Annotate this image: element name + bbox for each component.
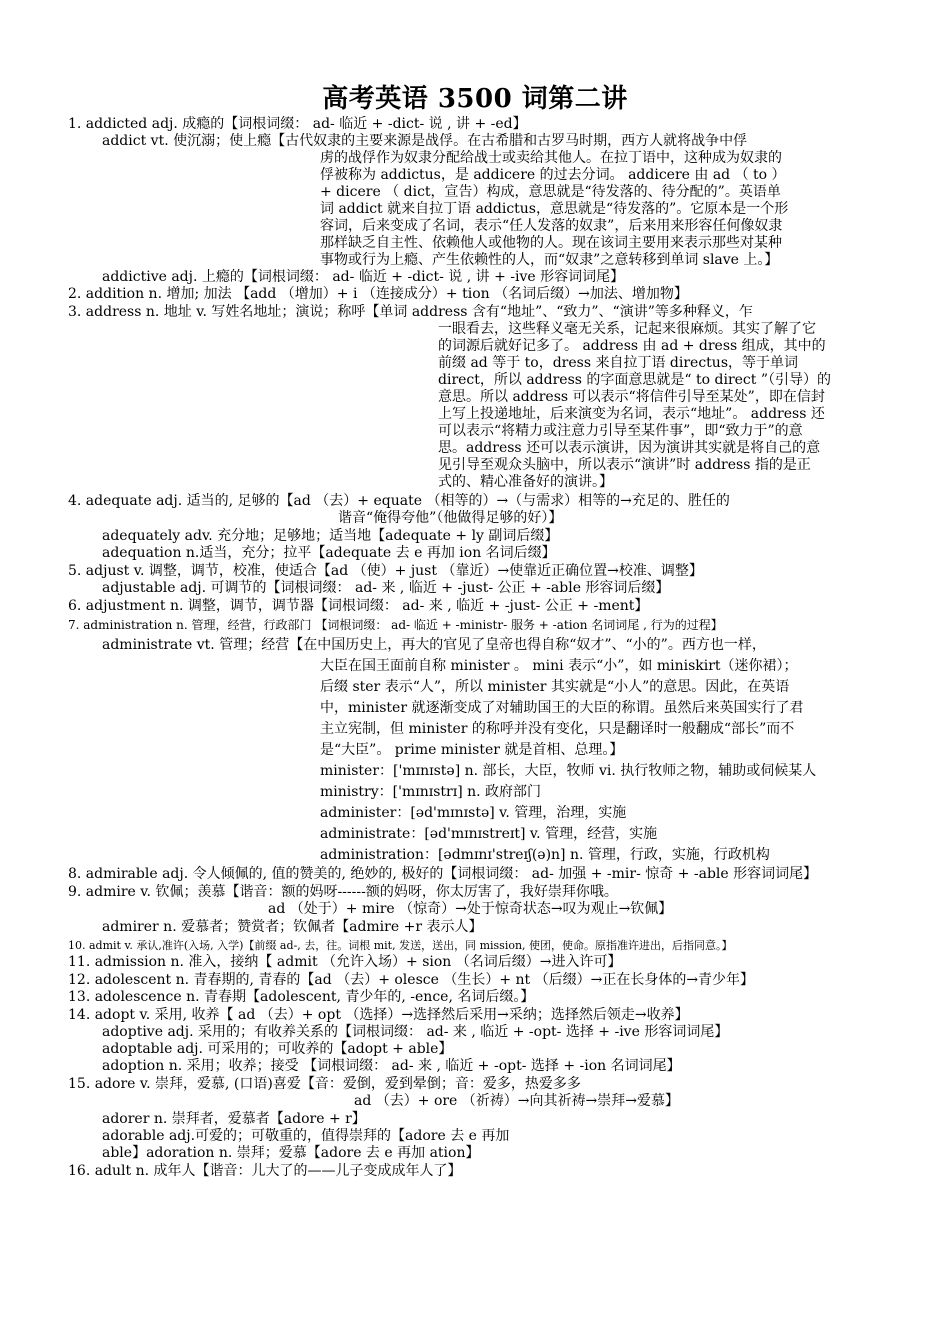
text-line-l07: 容词，后来变成了名词，表示“任人发落的奴隶”，后来用来形容任何像奴隶	[320, 218, 783, 234]
text-line-l06: 词 addict 就来自拉丁语 addictus，意思就是“待发落的”。它原本是一个形	[320, 201, 789, 217]
text-line-l24: 谐音“俺得夸他”（他做得足够的好）】	[338, 510, 563, 526]
text-line-l25: adequately adv. 充分地；足够地；适当地【adequate + ly 副词后缀】	[102, 528, 559, 544]
text-line-l38: ministry：['mɪnɪstrɪ] n. 政府部门	[320, 784, 542, 800]
text-line-l32: 大臣在国王面前自称 minister 。 mini 表示“小”，如 miniskirt（迷你裙）；	[320, 658, 798, 674]
text-line-l37: minister：['mɪnɪstə] n. 部长，大臣，牧师 vi. 执行牧师之物，辅助或伺候某人	[320, 763, 817, 779]
text-line-l13: 一眼看去，这些释义毫无关系，记起来很麻烦。其实了解了它	[438, 321, 816, 337]
text-line-l53: adoption n. 采用；收养；接受 【词根词缀： ad- 来 , 临近 + -opt- 选择 + -ion 名词词尾】	[102, 1058, 681, 1074]
text-line-l42: 8. admirable adj. 令人倾佩的, 值的赞美的, 绝妙的, 极好的【词根词缀： ad- 加强 + -mir- 惊奇 + -able 形容词词尾】	[68, 866, 818, 882]
text-line-l21: 见引导至观众头脑中，所以表示“演讲”时 address 指的是正	[438, 457, 811, 473]
text-line-l10: addictive adj. 上瘾的【词根词缀： ad- 临近 + -dict- 说 , 讲 + -ive 形容词词尾】	[102, 269, 625, 285]
text-line-l15: 前缀 ad 等于 to，dress 来自拉丁语 directus，等于单词	[438, 355, 799, 371]
text-line-l22: 式的、精心准备好的演讲。】	[438, 474, 613, 490]
text-line-l43: 9. admire v. 钦佩；羡慕【谐音：额的妈呀------额的妈呀，你太厉害了，我好崇拜你哦。	[68, 884, 618, 900]
text-line-l56: adorer n. 崇拜者，爱慕者【adore + r】	[102, 1111, 366, 1127]
text-line-l19: 可以表示“将精力或注意力引导至某件事”，即“致力于”的意	[438, 423, 803, 439]
text-line-l31: administrate vt. 管理；经营【在中国历史上，再大的官见了皇帝也得自称“奴才”、“小的”。西方也一样，	[102, 637, 766, 653]
text-line-l01: 1. addicted adj. 成瘾的【词根词缀： ad- 临近 + -dict- 说 , 讲 + -ed】	[68, 116, 527, 132]
text-line-l23: 4. adequate adj. 适当的, 足够的【ad （去）+ equate （相等的）→（与需求）相等的→充足的、胜任的	[68, 493, 730, 509]
text-line-l34: 中，minister 就逐渐变成了对辅助国王的大臣的称谓。虽然后来英国实行了君	[320, 700, 804, 716]
page-title: 高考英语 3500 词第二讲	[322, 84, 628, 114]
text-line-l48: 12. adolescent n. 青春期的, 青春的【ad （去）+ olesce （生长）+ nt （后缀）→正在长身体的→青少年】	[68, 972, 755, 988]
text-line-l02: addict vt. 使沉溺；使上瘾【古代奴隶的主要来源是战俘。在古希腊和古罗马时期，西方人就将战争中俘	[102, 133, 748, 149]
text-line-l59: 16. adult n. 成年人【谐音：儿大了的——儿子变成成年人了】	[68, 1163, 462, 1179]
text-line-l36: 是“大臣”。 prime minister 就是首相、总理。】	[320, 742, 624, 758]
text-line-l30: 7. administration n. 管理，经营，行政部门 【词根词缀： ad- 临近 + -ministr- 服务 + -ation 名词词尾 , 行为的过程】	[68, 618, 723, 632]
text-line-l39: administer：[əd'mɪnɪstə] v. 管理，治理，实施	[320, 805, 627, 821]
text-line-l47: 11. admission n. 准入，接纳【 admit （允许入场）+ sion （名词后缀）→进入许可】	[68, 954, 622, 970]
text-line-l09: 事物或行为上瘾、产生依赖性的人，而“奴隶”之意转移到单词 slave 上。】	[320, 252, 779, 268]
text-line-l12: 3. address n. 地址 v. 写姓名地址；演说；称呼【单词 address 含有“地址”、“致力”、“演讲”等多种释义，乍	[68, 304, 753, 320]
text-line-l03: 虏的战俘作为奴隶分配给战士或卖给其他人。在拉丁语中，这种成为奴隶的	[320, 150, 782, 166]
text-line-l17: 意思。所以 address 可以表示“将信件引导至某处”，即在信封	[438, 389, 825, 405]
text-line-l14: 的词源后就好记多了。 address 由 ad + dress 组成，其中的	[438, 338, 826, 354]
text-line-l20: 思。address 还可以表示演讲，因为演讲其实就是将自己的意	[438, 440, 821, 456]
text-line-l05: + dicere （ dict，宣告）构成，意思就是“待发落的、待分配的”。英语单	[320, 184, 781, 200]
text-line-l58: able】adoration n. 崇拜；爱慕【adore 去 e 再加 ation】	[102, 1145, 480, 1161]
text-line-l11: 2. addition n. 增加; 加法 【add （增加）+ i （连接成分）+ tion （名词后缀）→加法、增加物】	[68, 286, 688, 302]
text-line-l44: ad （处于）+ mire （惊奇）→处于惊奇状态→叹为观止→钦佩】	[268, 901, 673, 917]
text-line-l46: 10. admit v. 承认,准许(入场, 入学)【前缀 ad-, 去，往。词根 mit, 发送，送出，同 mission, 使团，使命。原指准许进出，后指同意。】	[68, 939, 733, 952]
text-line-l28: adjustable adj. 可调节的【词根词缀： ad- 来 , 临近 + -just- 公正 + -able 形容词后缀】	[102, 580, 670, 596]
text-line-l41: administration：[ədmɪnɪ'streɪʃ(ə)n] n. 管理，行政，实施，行政机构	[320, 847, 770, 863]
text-line-l35: 主立宪制，但 minister 的称呼并没有变化，只是翻译时一般翻成“部长”而不	[320, 721, 795, 737]
text-line-l51: adoptive adj. 采用的；有收养关系的【词根词缀： ad- 来 , 临近 + -opt- 选择 + -ive 形容词词尾】	[102, 1024, 729, 1040]
text-line-l18: 上写上投递地址，后来演变为名词，表示“地址”。 address 还	[438, 406, 825, 422]
text-line-l33: 后缀 ster 表示“人”，所以 minister 其实就是“小人”的意思。因此，在英语	[320, 679, 790, 695]
text-line-l52: adoptable adj. 可采用的；可收养的【adopt + able】	[102, 1041, 453, 1057]
text-line-l27: 5. adjust v. 调整，调节，校准，使适合【ad （使）+ just （靠近）→使靠近正确位置→校准、调整】	[68, 563, 703, 579]
text-line-l45: admirer n. 爱慕者；赞赏者；钦佩者【admire +r 表示人】	[102, 919, 483, 935]
text-line-l54: 15. adore v. 崇拜，爱慕, (口语)喜爱【音：爱倒，爱到晕倒；音：爱多，热爱多多	[68, 1076, 581, 1092]
text-line-l57: adorable adj.可爱的；可敬重的，值得崇拜的【adore 去 e 再加	[102, 1128, 510, 1144]
text-line-l55: ad （去）+ ore （祈祷）→向其祈祷→崇拜→爱慕】	[354, 1093, 679, 1109]
text-line-l04: 俘被称为 addictus，是 addicere 的过去分词。 addicere 由 ad （ to ）	[320, 167, 786, 183]
text-line-l49: 13. adolescence n. 青春期【adolescent, 青少年的, -ence, 名词后缀。】	[68, 989, 535, 1005]
text-line-l26: adequation n.适当，充分；拉平【adequate 去 e 再加 ion 名词后缀】	[102, 545, 556, 561]
text-line-l29: 6. adjustment n. 调整，调节，调节器【词根词缀： ad- 来 , 临近 + -just- 公正 + -ment】	[68, 598, 649, 614]
text-line-l16: direct，所以 address 的字面意思就是“ to direct ”（引导）的	[438, 372, 832, 388]
text-line-l08: 那样缺乏自主性、依赖他人或他物的人。现在该词主要用来表示那些对某种	[320, 235, 782, 251]
text-line-l40: administrate：[əd'mɪnɪstreɪt] v. 管理，经营，实施	[320, 826, 658, 842]
text-line-l50: 14. adopt v. 采用, 收养【 ad （去）+ opt （选择）→选择然后采用→采纳；选择然后领走→收养】	[68, 1007, 689, 1023]
